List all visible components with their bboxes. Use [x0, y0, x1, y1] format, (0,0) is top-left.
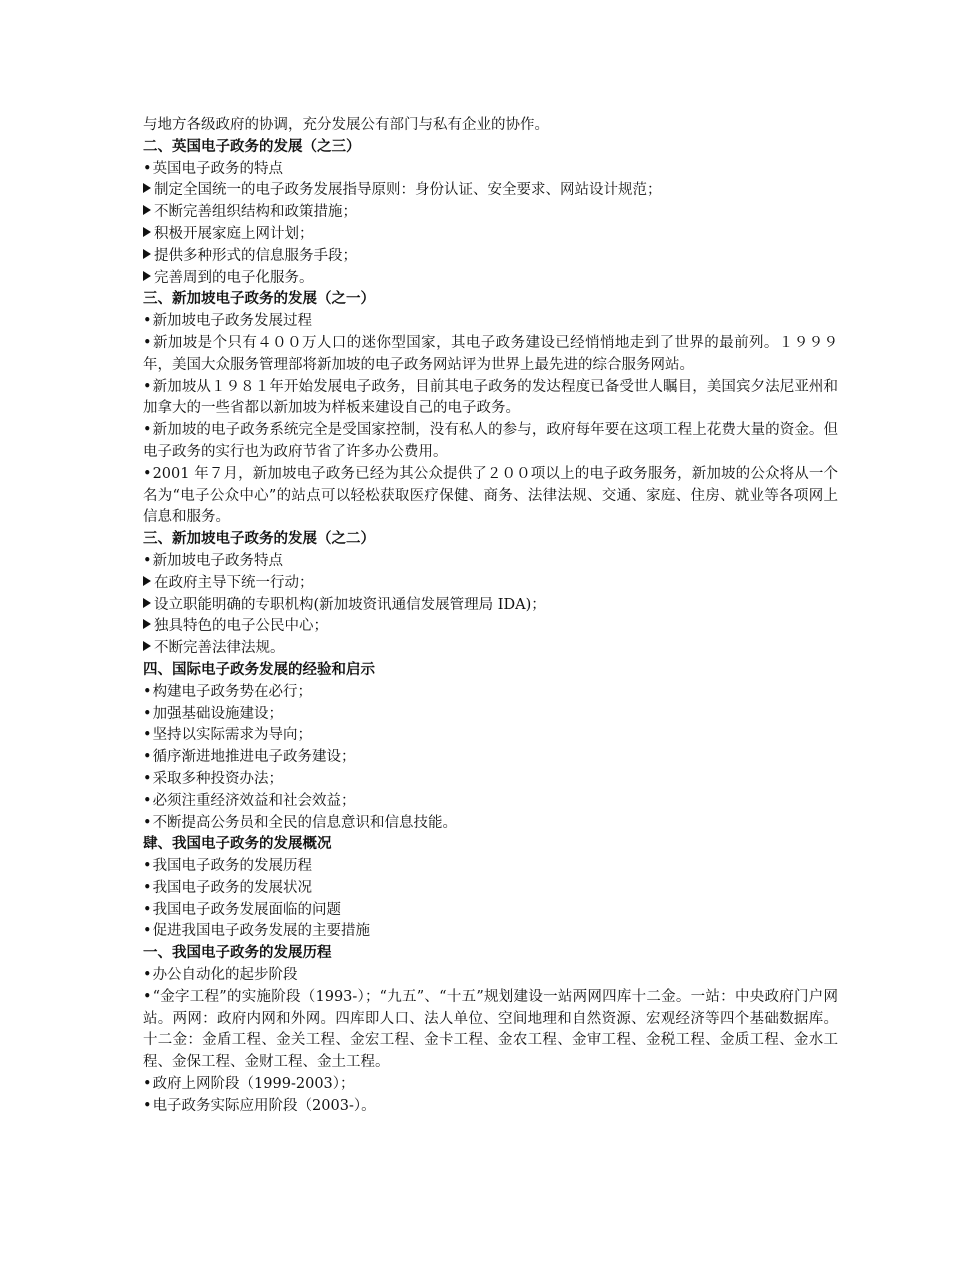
bullet-item	[143, 377, 838, 421]
bullet-text: 构建电子政务势在必行；	[152, 683, 313, 700]
bullet-dot-icon: •	[143, 967, 152, 984]
bullet-dot-icon: •	[143, 879, 152, 896]
bullet-text: 不断提高公务员和全民的信息意识和信息技能。	[152, 814, 458, 831]
arrow-item-text: 积极开展家庭上网计划；	[154, 225, 314, 242]
bullet-text: 2001 年７月，新加坡电子政务已经为其公众提供了２００项以上的电子政务服务，新加坡的公众将从一个名为“电子公众中心”的站点可以轻松获取医疗保健、商务、法律法规、交通、家庭、住房、就业等各项网上信息和服务。	[143, 465, 838, 526]
bullet-dot-icon: •	[143, 923, 152, 940]
bullet-text: 新加坡从１９８１年开始发展电子政务，目前其电子政务的发达程度已备受世人瞩目，美国宾夕法尼亚州和加拿大的一些省都以新加坡为样板来建设自己的电子政务。	[143, 378, 838, 417]
bullet-text: 新加坡电子政务特点	[152, 552, 284, 569]
bullet-text: 必须注重经济效益和社会效益；	[152, 792, 356, 809]
bullet-dot-icon: •	[143, 1097, 152, 1114]
bullet-item	[143, 420, 838, 464]
bullet-text: 新加坡的电子政务系统完全是受国家控制，没有私人的参与，政府每年要在这项工程上花费大量的资金。但电子政务的实行也为政府节省了许多办公费用。	[143, 422, 838, 460]
arrow-item	[143, 246, 838, 268]
arrow-item	[143, 268, 838, 290]
section-heading-china-history: 一、我国电子政务的发展历程	[143, 945, 332, 962]
bullet-item	[143, 987, 838, 1074]
bullet-dot-icon: •	[143, 160, 152, 177]
bullet-dot-icon: •	[143, 1076, 152, 1093]
arrow-item	[143, 638, 838, 660]
bullet-dot-icon: •	[143, 422, 152, 439]
bullet-dot-icon: •	[143, 814, 152, 831]
paragraph-continuation: 与地方各级政府的协调，充分发展公有部门与私有企业的协作。	[143, 117, 549, 133]
bullet-item	[143, 682, 838, 704]
section-heading-singapore-1: 三、新加坡电子政务的发展（之一）	[143, 291, 375, 308]
bullet-text: 坚持以实际需求为导向；	[152, 727, 313, 744]
arrow-item-text: 提供多种形式的信息服务手段；	[154, 247, 357, 264]
bullet-item	[143, 813, 838, 835]
bullet-text: 我国电子政务的发展状况	[152, 879, 313, 896]
bullet-dot-icon: •	[143, 770, 152, 787]
bullet-text: 办公自动化的起步阶段	[152, 967, 298, 984]
bullet-text: 我国电子政务的发展历程	[152, 858, 313, 875]
bullet-dot-icon: •	[143, 378, 152, 395]
section-heading-uk-3: 二、英国电子政务的发展（之三）	[143, 138, 361, 155]
arrow-bullet-icon	[143, 205, 151, 215]
bullet-dot-icon: •	[143, 901, 152, 918]
arrow-item	[143, 224, 838, 246]
arrow-item-text: 不断完善法律法规。	[154, 640, 285, 657]
arrow-item	[143, 616, 838, 638]
bullet-item	[143, 464, 838, 529]
bullet-dot-icon: •	[143, 313, 152, 330]
bullet-dot-icon: •	[143, 552, 152, 569]
section-heading-international: 四、国际电子政务发展的经验和启示	[143, 661, 375, 678]
bullet-item	[143, 965, 838, 987]
section-heading-china-overview: 肆、我国电子政务的发展概况	[143, 836, 332, 853]
bullet-item	[143, 333, 838, 377]
bullet-text: 电子政务实际应用阶段（2003-）。	[152, 1097, 376, 1114]
bullet-dot-icon: •	[143, 858, 152, 875]
arrow-item-text: 完善周到的电子化服务。	[154, 269, 314, 286]
bullet-dot-icon: •	[143, 988, 152, 1005]
arrow-item	[143, 595, 838, 617]
bullet-text: 加强基础设施建设；	[152, 705, 284, 722]
bullet-dot-icon: •	[143, 683, 152, 700]
arrow-bullet-icon	[143, 183, 151, 193]
arrow-bullet-icon	[143, 227, 151, 237]
bullet-dot-icon: •	[143, 792, 152, 809]
bullet-text: 新加坡是个只有４００万人口的迷你型国家，其电子政务建设已经悄悄地走到了世界的最前列。１９９９年，美国大众服务管理部将新加坡的电子政务网站评为世界上最先进的综合服务网站。	[143, 334, 838, 373]
bullet-text: 采取多种投资办法；	[152, 770, 284, 787]
bullet-item	[143, 159, 838, 181]
arrow-item	[143, 202, 838, 224]
bullet-text: 英国电子政务的特点	[152, 160, 284, 177]
section-heading-singapore-2: 三、新加坡电子政务的发展（之二）	[143, 531, 375, 548]
bullet-item	[143, 704, 838, 726]
bullet-item	[143, 921, 838, 943]
bullet-item	[143, 747, 838, 769]
bullet-text: 循序渐进地推进电子政务建设；	[152, 749, 356, 766]
bullet-item	[143, 551, 838, 573]
arrow-item-text: 不断完善组织结构和政策措施；	[154, 204, 357, 221]
bullet-item	[143, 725, 838, 747]
bullet-dot-icon: •	[143, 465, 152, 482]
bullet-dot-icon: •	[143, 334, 152, 351]
arrow-item	[143, 573, 838, 595]
arrow-bullet-icon	[143, 271, 151, 281]
bullet-text: “金字工程”的实施阶段（1993-）；“九五”、“十五”规划建设一站两网四库十二金。一站：中央政府门户网站。两网：政府内网和外网。四库即人口、法人单位、空间地理和自然资源、宏观经济等四个基础数据库。十二金：金盾工程、金关工程、金宏工程、金卡工程、金农工程、金审工程、金税工程、金质工程、金水工程、金保工程、金财工程、金土工程。	[143, 988, 838, 1071]
bullet-item	[143, 769, 838, 791]
bullet-dot-icon: •	[143, 749, 152, 766]
bullet-item	[143, 878, 838, 900]
bullet-item	[143, 311, 838, 333]
bullet-dot-icon: •	[143, 705, 152, 722]
bullet-item	[143, 900, 838, 922]
bullet-item	[143, 1074, 838, 1096]
arrow-item-text: 制定全国统一的电子政务发展指导原则：身份认证、安全要求、网站设计规范；	[154, 182, 662, 199]
arrow-bullet-icon	[143, 249, 151, 259]
bullet-text: 促进我国电子政务发展的主要措施	[152, 923, 371, 940]
bullet-item	[143, 1096, 838, 1118]
document-page	[143, 115, 838, 1118]
arrow-item-text: 独具特色的电子公民中心；	[154, 618, 328, 635]
bullet-text: 我国电子政务发展面临的问题	[152, 901, 342, 918]
arrow-item-text: 在政府主导下统一行动；	[154, 574, 314, 591]
bullet-dot-icon: •	[143, 727, 152, 744]
bullet-text: 政府上网阶段（1999-2003）；	[152, 1076, 355, 1093]
arrow-bullet-icon	[143, 576, 151, 586]
bullet-item	[143, 791, 838, 813]
arrow-bullet-icon	[143, 641, 151, 651]
bullet-item	[143, 856, 838, 878]
arrow-bullet-icon	[143, 619, 151, 629]
arrow-bullet-icon	[143, 598, 151, 608]
bullet-text: 新加坡电子政务发展过程	[152, 313, 313, 330]
arrow-item	[143, 180, 838, 202]
arrow-item-text: 设立职能明确的专职机构(新加坡资讯通信发展管理局 IDA)；	[154, 596, 546, 613]
